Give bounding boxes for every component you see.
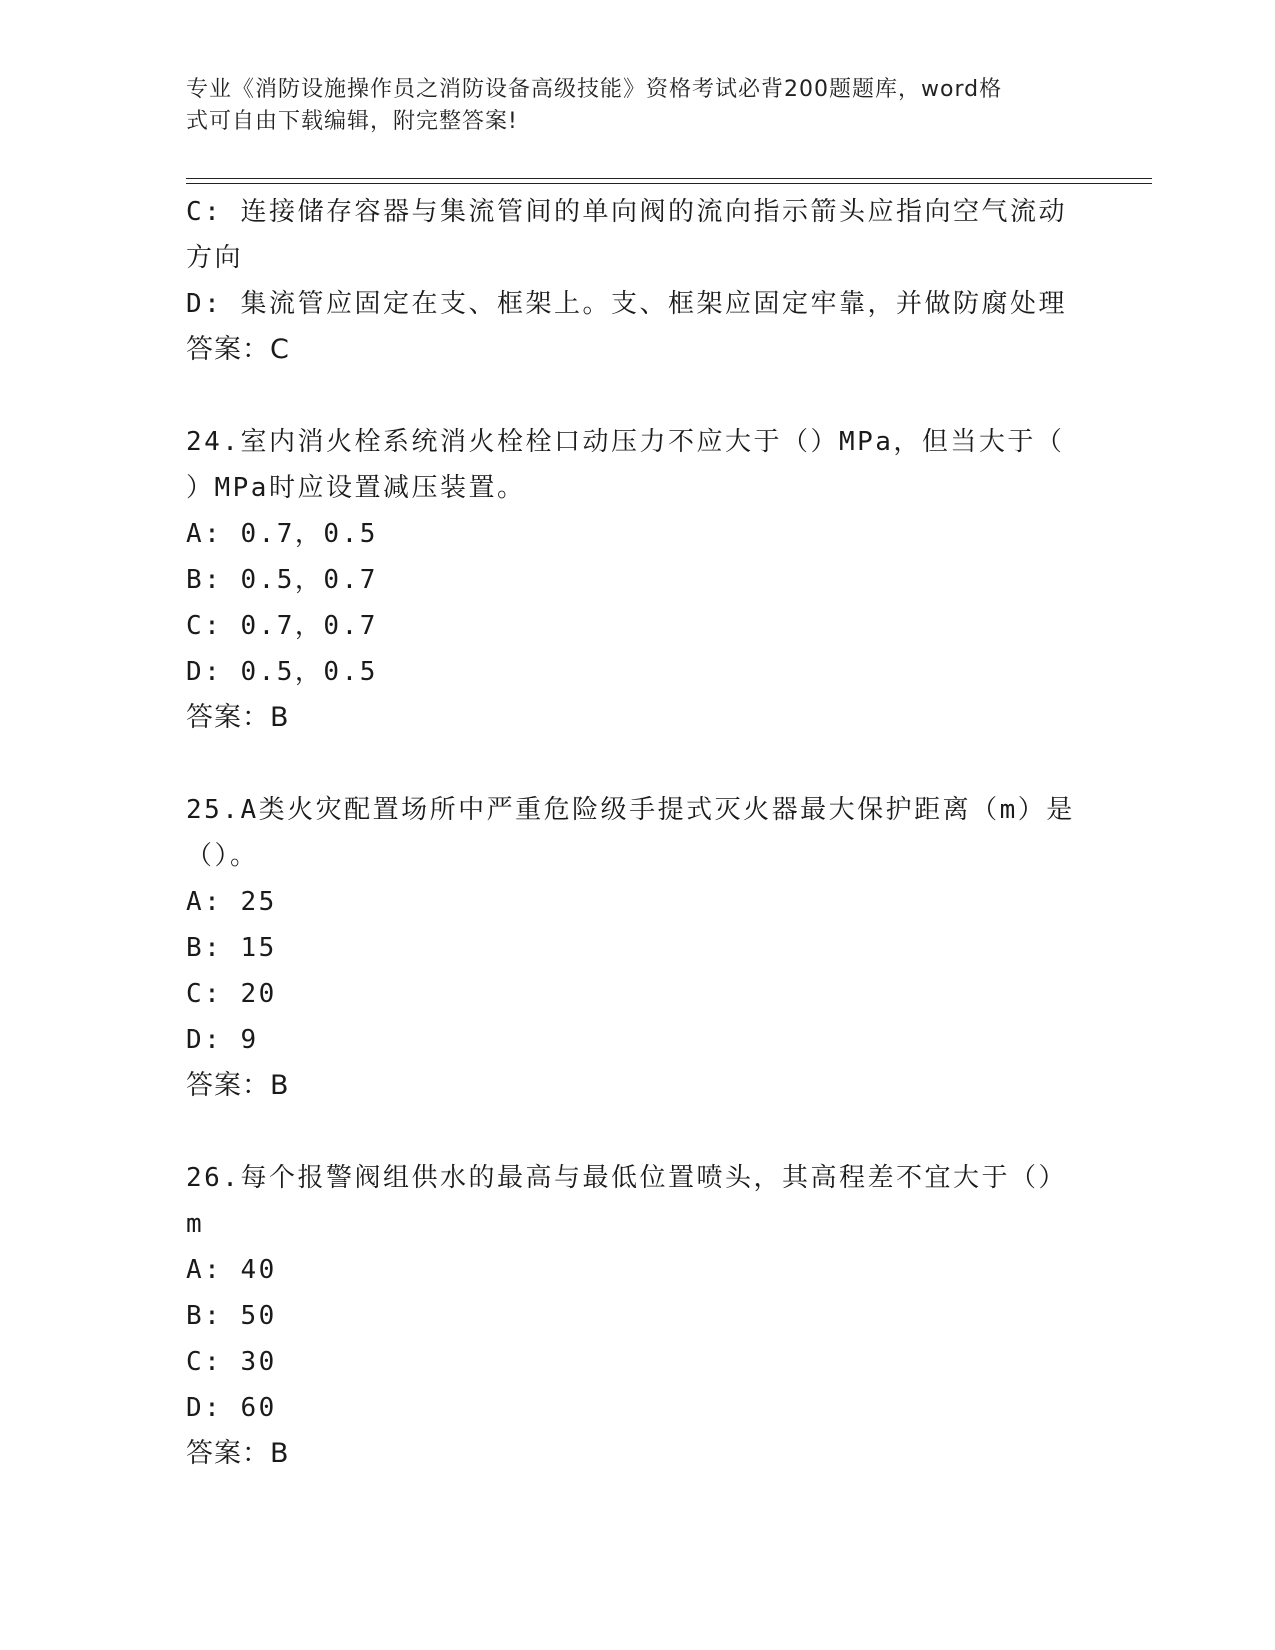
option-a: A: 0.7，0.5 xyxy=(186,519,378,549)
question-stem: m xyxy=(186,1209,205,1239)
question-25 xyxy=(186,787,1086,1109)
header-line-2: 式可自由下载编辑，附完整答案! xyxy=(186,109,518,134)
question-list xyxy=(186,189,1086,1477)
option-a: A: 40 xyxy=(186,1255,277,1285)
question-stem: （）。 xyxy=(186,841,259,871)
option-c: C: 20 xyxy=(186,979,277,1009)
question-24 xyxy=(186,419,1086,741)
option-b: B: 50 xyxy=(186,1301,277,1331)
option-a: A: 25 xyxy=(186,887,277,917)
option-c: C: 0.7，0.7 xyxy=(186,611,378,641)
option-line: D: 集流管应固定在支、框架上。支、框架应固定牢靠，并做防腐处理 xyxy=(186,289,1067,319)
answer-line: 答案：B xyxy=(186,1070,290,1101)
spacer xyxy=(186,741,1086,787)
header-divider-bottom xyxy=(186,183,1152,184)
question-stem: 26.每个报警阀组供水的最高与最低位置喷头，其高程差不宜大于（） xyxy=(186,1163,1067,1193)
option-c: C: 30 xyxy=(186,1347,277,1377)
option-b: B: 15 xyxy=(186,933,277,963)
answer-line: 答案：B xyxy=(186,1438,290,1469)
question-stem: 25.A类火灾配置场所中严重危险级手提式灭火器最大保护距离（m）是 xyxy=(186,795,1075,825)
option-d: D: 9 xyxy=(186,1025,259,1055)
question-26 xyxy=(186,1155,1086,1477)
header-divider-top xyxy=(186,178,1152,179)
question-stem: 24.室内消火栓系统消火栓栓口动压力不应大于（）MPa，但当大于（ xyxy=(186,427,1065,457)
option-d: D: 60 xyxy=(186,1393,277,1423)
spacer xyxy=(186,1109,1086,1155)
answer-line: 答案：B xyxy=(186,702,290,733)
option-d: D: 0.5，0.5 xyxy=(186,657,378,687)
option-line: 方向 xyxy=(186,243,244,273)
question-23-tail xyxy=(186,189,1086,373)
question-stem: ）MPa时应设置减压装置。 xyxy=(186,473,526,503)
spacer xyxy=(186,373,1086,419)
header-line-1: 专业《消防设施操作员之消防设备高级技能》资格考试必背200题题库，word格 xyxy=(186,77,1003,102)
answer-line: 答案：C xyxy=(186,334,290,365)
option-line: C: 连接储存容器与集流管间的单向阀的流向指示箭头应指向空气流动 xyxy=(186,197,1067,227)
document-header xyxy=(186,74,1066,138)
option-b: B: 0.5，0.7 xyxy=(186,565,378,595)
